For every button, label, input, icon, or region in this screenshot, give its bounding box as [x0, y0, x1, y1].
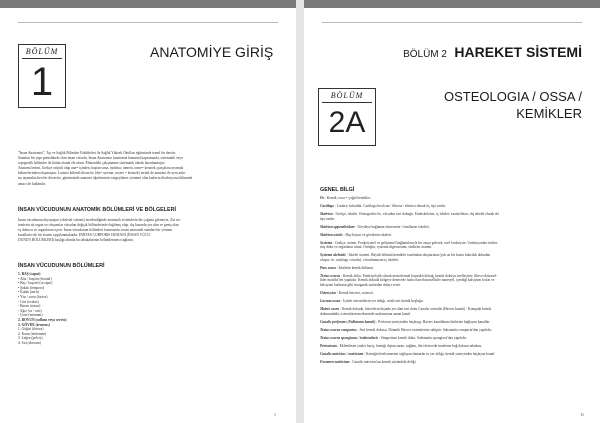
definition-continuation: oluşur; ör: cartilago costalis), vücudumuzun iç iskeleti. — [320, 257, 400, 262]
definition-entry — [320, 274, 584, 288]
section-heading-regions: İNSAN VÜCUDUNUN ANATOMİK BÖLÜMLERİ VE BÖLGELERİ — [18, 207, 177, 213]
text-line: temlerin ait organ ve oluşumlar vücudun değişik bölümlerinde dağılmış olup, dış kısımda yer alan ve geniş olan — [18, 223, 179, 228]
page-number: 1 — [274, 412, 276, 417]
text-line: kurallarla tek bir sistem uygulanmaktadır. PARTES CORPORIS HUMANI (İNSAN VÜCU- — [18, 233, 152, 238]
list-item: • Baş / kaşarel (occiput) — [18, 281, 53, 286]
list-item: • Kulak (auris) — [18, 290, 40, 295]
chapter-title-line1: OSTEOLOGIA / OSSA / — [444, 89, 582, 104]
definition-entry — [320, 360, 584, 365]
definition-text: : İçinde osteositlerin yer aldığı, ortalı sert kemik boşluğu. — [340, 299, 424, 303]
definition-term: Skeleton axiale — [320, 232, 343, 237]
definition-text: : Latince, kıkırdak. Cartilago kıvılcım / fibrosa / elastica olmak üç tipi vardır. — [333, 204, 446, 208]
definition-text: : Eklemlesen yüzler hariç, kemiği dıştan saran, sağlam, ileri derecede inneleme bağ dokusu tabakası. — [336, 343, 483, 348]
definition-entry — [320, 320, 584, 325]
definition-continuation: dokunundaki, osteonların merkezinde uzalımasına sanan kanal. — [320, 311, 411, 316]
list-item: - Göz (oculus) — [18, 299, 39, 304]
top-bar — [0, 0, 296, 8]
definition-continuation: lüler matriks'ten yapılıdır. Kemik dokuda bölgeye denecede fazla olan ekstrasellüler materyel, içerdiği kalsiyum fosfat ve — [320, 278, 495, 283]
definition-entry — [320, 204, 584, 209]
definition-text: : Grekçe, iskelet. Osteografisi ile, vücudun sert dokuğu. Endoskeleton, iç iskelet; exoskeleton, dış iskelet olarak iki — [332, 212, 499, 216]
definition-term: Osteocytus — [320, 291, 336, 295]
top-bar — [304, 0, 600, 8]
definition-text: : Grekçe, sistem. Fonksiyonel ve gelişimsel bağlantılarıyla bir araya gelerek, özel fonksiyon / fonksiyonları üstlen- — [332, 240, 499, 245]
definition-text: : Kemik; ossa = çoğul kemikler. — [324, 196, 371, 200]
definition-entry — [320, 336, 584, 341]
definition-text: : Kemik dokuda, hücrelerin dışında yer alan sert doku Canalis centralis (Havers kanalı) : Kompakt kemik — [339, 307, 492, 311]
definition-term: Os — [320, 196, 324, 200]
definition-term: Matrix ossea — [320, 307, 340, 311]
definition-entry — [320, 344, 584, 349]
definition-text: : Sert kemik dokusu. Dönmik Havers sistemlerine sahiptir. Substantia compacta'dan yapılıdır. — [356, 327, 493, 332]
definition-text: : Kemik hücresi, osteosit. — [335, 291, 374, 295]
definition-entry — [320, 233, 584, 238]
definition-entry — [320, 307, 584, 316]
chapter-number: 1 — [30, 60, 54, 104]
list-item: 3. Leğen (pelvis) — [18, 336, 43, 341]
intro-text — [18, 151, 280, 187]
definition-text: : Baş-boyun ve gövdenin iskeleti. — [342, 232, 392, 237]
list-item: • Yüz / surat (facies) — [18, 295, 48, 299]
definition-text: : Canalis nutricius'un kemik yüzündeki deliği. — [349, 359, 417, 364]
list-item: • Alın / başörü (frontal) — [18, 276, 52, 281]
regions-text — [18, 218, 280, 243]
definition-entry — [320, 241, 584, 250]
text-line: "İnsan Anatomisi", Tıp ve Sağlık Bilimleri Fakülteleri ile Sağlık Yüksek Okulları eğitiminde temel bir derstir. — [18, 151, 176, 155]
definition-entry — [320, 328, 584, 333]
definition-term: Canalis perforans (Volkmann kanalı) — [320, 319, 376, 324]
section-heading-parts: İNSAN VÜCUDUNUN BÖLÜMLERİ — [18, 263, 105, 269]
text-line: DUNUN BÖLÜMLERİ) başlığı altında bu tabakalarının bölümlenmesi sağlanır. — [18, 238, 134, 243]
text-line: İnsan vücudunun duyuyapısı (skeletal sistemi) incelendiğinde anatomik sistemlerin bir çoğunu görmeyiz. Ziz sis- — [18, 218, 181, 222]
chapter-title — [444, 88, 582, 122]
chapter-title: ANATOMİYE GİRİŞ — [150, 44, 274, 60]
list-item: 1. BAŞ (caput) — [18, 272, 41, 276]
definition-term: Foramen nutricium — [320, 359, 350, 364]
header-title: HAREKET SİSTEMİ — [454, 44, 582, 60]
text-line: topografik bölümler ile bütün olarak ele alınır. Elimizdeki çalışmamız sistematik olarak hazırlanmıştır. — [18, 161, 166, 166]
list-item: 4. Sırt (dorsum) — [18, 341, 41, 345]
definition-term: Textus osseus spongiosus / trabecularis — [320, 335, 378, 340]
right-page — [304, 0, 600, 423]
text-line: Anatomi terimi, Grekçe orijinli olup ana= içinden, baştan sona, ayrılma; tomein, tome= kesmek; parçalara ayırmak — [18, 166, 184, 171]
definition-entry — [320, 352, 584, 357]
definition-text: : Süngerimsi kemik doku. Substantia spongiosa'dan yapılıdır. — [377, 335, 467, 340]
definition-term: Canalis nutricius / nutricium — [320, 351, 364, 356]
definition-entry — [320, 225, 584, 230]
list-item: 1. Göğüs (thorax) — [18, 327, 44, 332]
definition-text: : İskelet sistemi. Büyük bölümü kemikler tarafından oluşturulan (çok az bir kısmı kıkırdak dokudan — [345, 253, 491, 258]
chapter-title-line2: KEMİKLER — [516, 106, 582, 121]
header-divider — [18, 22, 278, 23]
definition-term: Textus osseus compactus — [320, 327, 357, 332]
definition-term: Cartilago — [320, 204, 334, 208]
list-item: • Şakak (temporo) — [18, 285, 45, 290]
definition-text: : Kemiğin beslenmesini sağlayan damarlar ın yer aldığı, kemik yüzeyinden başlayan kanal. — [363, 351, 495, 356]
chapter-badge — [318, 88, 376, 146]
header-chapter: BÖLÜM 2 — [403, 49, 447, 60]
definition-text: : Kemik doku. Embriyolojik olarak mezodermal kaynaklı dokuğ, kemik dokuyu özelleştirir; fibrve ekstrasel- — [340, 273, 498, 278]
list-item: - Burun (nasus) — [18, 304, 41, 309]
list-item: 2. Karın (abdomen) — [18, 331, 47, 336]
definition-text: : Gövdeye bağlanan ekstremite / taraflarını iskeleti. — [354, 224, 430, 229]
header-divider — [322, 22, 582, 23]
left-page — [0, 0, 296, 423]
chapter-badge — [18, 44, 66, 108]
list-item: 2. BOYUN (collum veya cervix) — [18, 318, 67, 322]
definition-continuation: kalsiyum karbonat gibi inorganik tuzlardan dolayı sertir. — [320, 282, 401, 287]
definition-term: Textus osseus — [320, 273, 341, 278]
text-line: Standart bir yapı prensibinde olan insan vücudu, İnsan Anatomisi (anatomia humana) kapsamında, sistematik veya — [18, 156, 183, 161]
definition-term: Systema skeletale — [320, 253, 346, 258]
definition-term: Systema — [320, 240, 333, 245]
text-line: amacı ile kullanılır. — [18, 181, 46, 186]
definition-continuation: tipi vardır. — [320, 216, 335, 221]
chapter-badge-label: BÖLÜM — [330, 91, 364, 100]
text-line: mı taşımakta ben bir dissectio, günümüzde anatomi öğretiminin vazgeçilmez yöntemi olan kadavra diseksiyonu bilinmek — [18, 176, 193, 181]
definition-entry — [320, 212, 584, 221]
definition-term: Pars ossea — [320, 265, 336, 270]
definition-entry — [320, 299, 584, 304]
definition-term: Skeleton appendiculare — [320, 224, 355, 229]
definition-entry — [320, 266, 584, 271]
text-line: kelimelerinden oluşmuştur. Latince kökenli dissectio (dis= ayırma, secare = kesmek) terimi de anatomi ile aynı anla- — [18, 171, 186, 176]
definition-text: : İskeletin kemik bölümü. — [335, 265, 374, 270]
running-header — [403, 44, 582, 62]
definition-term: Skeleton — [320, 212, 333, 216]
chapter-number: 2A — [328, 106, 366, 139]
definition-term: Periosteum — [320, 343, 337, 348]
list-item: - Ağız (os / oris) — [18, 308, 42, 313]
list-item: 3. GÖVDE (truncus) — [18, 322, 50, 327]
definition-text: : Perforan yüzeyinden başlayıp, Havers kanallarına birbirine bağlayan kanallar. — [375, 319, 491, 324]
text-line: eş dokuvu ve organlarını içerir. İnsan vücudunun bölümleri konusunda, insan anatomik standart bir yöntem — [18, 228, 173, 233]
definition-term: Lacuna ossea — [320, 299, 341, 303]
definition-entry — [320, 253, 584, 262]
section-heading-general: GENEL BİLGİ — [320, 187, 355, 193]
definition-continuation: miş doku ve organların tümü. Örneğin, systema digestorium, sindirim sistemi. — [320, 245, 433, 250]
definition-entry — [320, 196, 584, 201]
definition-entry — [320, 291, 584, 296]
chapter-badge-label: BÖLÜM — [25, 47, 59, 56]
list-item: - Çene (mentum) — [18, 313, 43, 318]
page-number: 11 — [580, 412, 584, 417]
